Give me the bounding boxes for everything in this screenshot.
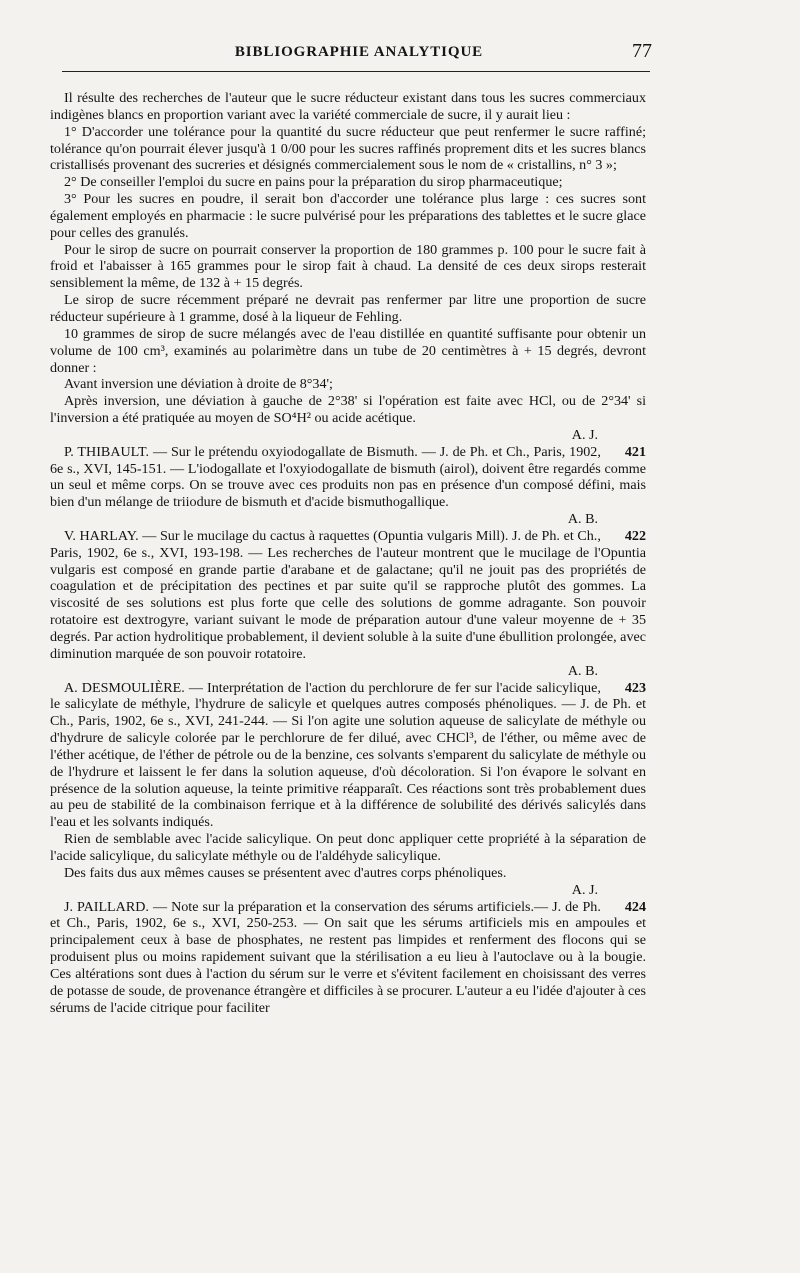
paragraph: 10 grammes de sirop de sucre mélangés avec de l'eau distillée en quantité suffisante pour obtenir un volume de 100 cm³, examinés au polarimètre dans un tube de 20 centimètres à + 15 degrés, devront donner : (50, 325, 646, 376)
entry-text: J. PAILLARD. — Note sur la préparation et la conservation des sérums artificiels.— J. de Ph. et Ch., Paris, 1902, 6e s., XVI, 250-253. — On sait que les sérums artificiels mis en ampoules et principalement ceux à base de phosphates, ne restent pas limpides et renferment des flocons qui se produisent plus ou moins rapidement suivant que la stérilisation a eu lieu à l'autoclave ou à la bougie. Ces altérations sont dues à l'action du sérum sur le verre et s'évitent facilement en choisissant des verres de potasse de soude, de provenance étrangère et difficiles à se procurer. L'auteur a eu l'idée d'ajouter à ces sérums de l'acide citrique pour faciliter (50, 898, 646, 1016)
paragraph: Il résulte des recherches de l'auteur que le sucre réducteur existant dans tous les sucres commerciaux indigènes blancs en proportion variant avec la variété commerciale de sucre, il y aurait lieu : (50, 90, 646, 123)
paragraph: 1° D'accorder une tolérance pour la quantité du sucre réducteur que peut renfermer le sucre raffiné; tolérance qu'on pourrait élever jusqu'à 1 0/00 pour les sucres raffinés proprement dits et les sucres blancs cristallisés provenant des sucreries et désignés commercialement sous le nom de « cristallins, n° 3 »; (50, 123, 646, 174)
entry-text: A. DESMOULIÈRE. — Interprétation de l'action du perchlorure de fer sur l'acide salicylique, le salicylate de méthyle, l'hydrure de salicyle et quelques autres composés phénoliques. — J. de Ph. et Ch., Paris, 1902, 6e s., XVI, 241-244. — Si l'on agite une solution aqueuse de salicylate de méthyle ou d'hydrure de salicyle colorée par le perchlorure de fer dilué, avec CHCl³, de l'éther, ou même avec de l'éther acétique, de l'éther de pétrole ou de la benzine, ces solvants s'emparent du salicylate de méthyle ou de l'hydrure et laissent le fer dans la solution aqueuse, d'où décoloration. Si l'on évapore le solvant en présence de la solution aqueuse, la teinte primitive réapparaît. Ces réactions sont très probablement dues au peu de stabilité de la combinaison ferrique et à la différence de solubilité des dérivés salicylés dans l'eau et les solvants indiqués. (50, 679, 646, 831)
paragraph: 2° De conseiller l'emploi du sucre en pains pour la préparation du sirop pharmaceutique; (64, 174, 563, 191)
page-header (62, 40, 656, 70)
header-rule (62, 71, 650, 72)
entry-number: 421 (624, 443, 646, 460)
paragraph: Avant inversion une déviation à droite de 8°34'; (64, 376, 333, 393)
page-body (50, 90, 646, 1016)
paragraph: Rien de semblable avec l'acide salicylique. On peut donc appliquer cette propriété à la séparation de l'acide salicylique, du salicylate méthyle ou de l'aldéhyde salicylique. (50, 831, 646, 864)
author-initials: A. J. (571, 881, 598, 898)
author-initials: A. J. (571, 426, 598, 443)
page-number: 77 (632, 40, 652, 62)
entry-422 (50, 528, 646, 663)
author-initials: A. B. (567, 511, 598, 528)
entry-number: 424 (624, 898, 646, 915)
paragraph: Des faits dus aux mêmes causes se présentent avec d'autres corps phénoliques. (64, 864, 507, 881)
author-initials: A. B. (567, 662, 598, 679)
entry-text: P. THIBAULT. — Sur le prétendu oxyiodogallate de Bismuth. — J. de Ph. et Ch., Paris, 1902, 6e s., XVI, 145-151. — L'iodogallate et l'oxyiodogallate de bismuth (airol), doivent être regardés comme un seul et même corps. On se trouve avec ces produits non pas en présence d'un composé défini, mais bien d'un mélange de triiodure de bismuth et d'acide bismuthogallique. (50, 443, 646, 511)
entry-number: 422 (624, 527, 646, 544)
paragraph: Pour le sirop de sucre on pourrait conserver la proportion de 180 grammes p. 100 pour le sucre fait à froid et l'abaisser à 165 grammes pour le sirop fait à chaud. La densité de ces deux sirops resterait sensiblement la même, de 132 à + 15 degrés. (50, 241, 646, 292)
entry-text: V. HARLAY. — Sur le mucilage du cactus à raquettes (Opuntia vulgaris Mill). J. de Ph. et Ch., Paris, 1902, 6e s., XVI, 193-198. — Les recherches de l'auteur montrent que le mucilage de l'Opuntia vulgaris est composé en grande partie d'arabane et de galactane; qu'il ne jouit pas des propriétés de coagulation et de précipitation des pectines et par suite qu'il se rapproche plutôt des gommes. La viscosité de ses solutions est plus forte que celle des solutions de gomme adragante. Son pouvoir rotatoire est dextrogyre, variant suivant le mode de préparation autour d'une valeur moyenne de + 35 degrés. Par action hydrolitique probablement, il devient soluble à la suite d'une ébullition prolongée, avec diminution marquée de son pouvoir rotatoire. (50, 527, 646, 662)
running-title: BIBLIOGRAPHIE ANALYTIQUE (234, 44, 484, 60)
entry-423 (50, 680, 646, 832)
paragraph: 3° Pour les sucres en poudre, il serait bon d'accorder une tolérance plus large : ces sucres sont également employés en pharmacie : le sucre pulvérisé pour les préparations des tablettes et le sucre glace pour celles des granulés. (50, 191, 646, 241)
entry-number: 423 (624, 679, 646, 696)
entry-421 (50, 444, 646, 511)
entry-424 (50, 899, 646, 1017)
paragraph: Le sirop de sucre récemment préparé ne devrait pas renfermer par litre une proportion de sucre réducteur supérieure à 1 gramme, dosé à la liqueur de Fehling. (50, 292, 646, 325)
paragraph: Après inversion, une déviation à gauche de 2°38' si l'opération est faite avec HCl, ou de 2°34' si l'inversion a été pratiquée au moyen de SO⁴H² ou acide acétique. (50, 393, 646, 427)
